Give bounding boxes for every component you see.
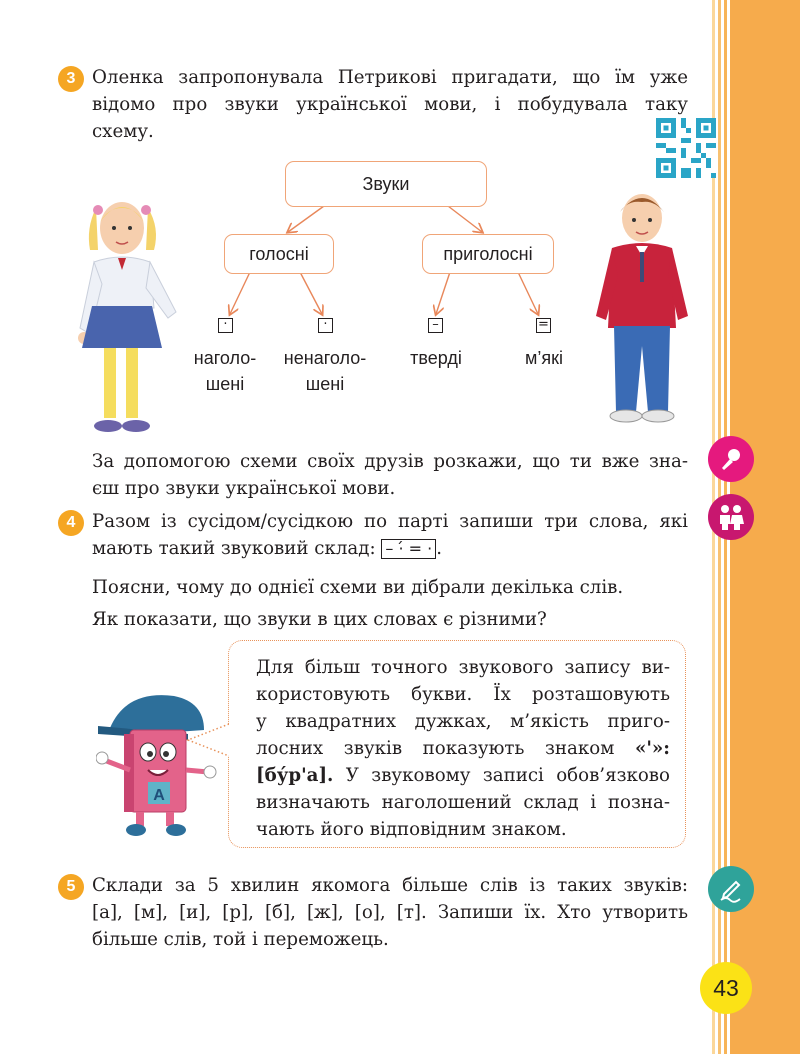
- text-line: користовують букви. Їх розташовують: [256, 684, 670, 705]
- apostrophe-mark: «'»:: [634, 738, 670, 759]
- scheme-vowels: голосні: [224, 234, 334, 274]
- book-mascot-illustration: [96, 690, 220, 840]
- text-line: у квадратних дужках, м’якість приго-: [256, 711, 670, 732]
- task-number-badge: 3: [58, 66, 84, 92]
- sound-scheme-inline: – ·́ = ·: [381, 539, 436, 559]
- scheme-task-text: [92, 448, 688, 502]
- task5-text: [92, 872, 688, 953]
- task-number-badge: 5: [58, 874, 84, 900]
- scheme-label-soft: м’які: [525, 348, 563, 368]
- label-line: шені: [305, 374, 345, 394]
- text-line: Для більш точного звукового запису ви-: [256, 657, 670, 678]
- task4-text: [92, 508, 688, 562]
- text-fragment: лосних звуків показують знаком: [256, 738, 615, 759]
- scheme-root-sounds: Звуки: [285, 161, 487, 207]
- hard-consonant-symbol: –: [428, 318, 443, 333]
- text-line: За допомогою схеми своїх друзів розкажи, що ти вже зна-: [92, 451, 688, 472]
- scheme-consonants: приголосні: [422, 234, 554, 274]
- stressed-vowel-symbol: ·: [218, 318, 233, 333]
- label-line: наголо-: [193, 348, 257, 368]
- task4-question-2: Як показати, що звуки в цих словах є різними?: [92, 609, 547, 630]
- text-line: єш про звуки української мови.: [92, 478, 396, 499]
- mascot-letter: А: [153, 787, 165, 804]
- text-line: Оленка запропонувала Петрикові пригадати, що їм уже: [92, 67, 688, 88]
- text-line: більше слів, той і переможець.: [92, 929, 389, 950]
- text-line: мають такий звуковий склад: – ·́ = · .: [92, 538, 443, 559]
- text-line: відомо про звуки української мови, і побудувала таку: [92, 94, 688, 115]
- text-line: [а], [м], [и], [р], [б], [ж], [о], [т]. Запиши їх. Хто утворить: [92, 902, 688, 923]
- task4-question-1: Поясни, чому до однієї схеми ви дібрали декілька слів.: [92, 577, 624, 598]
- label-line: ненаголо-: [283, 348, 367, 368]
- scheme-label-unstressed: [270, 345, 380, 397]
- transcription-example: [бу́р'а].: [256, 765, 334, 786]
- task-number-badge: 4: [58, 510, 84, 536]
- page-number: 43: [700, 962, 752, 1014]
- text-line: [256, 762, 670, 789]
- text-fragment: У звуковому записі обов’язково: [345, 765, 670, 786]
- text-line: визначають наголошений склад і позна-: [256, 792, 670, 813]
- text-line: [256, 735, 670, 762]
- info-note-text: [256, 654, 670, 843]
- unstressed-vowel-symbol: ·: [318, 318, 333, 333]
- scheme-label-hard: тверді: [410, 348, 462, 368]
- soft-consonant-symbol: =: [536, 318, 551, 333]
- speech-pointer: [186, 720, 232, 760]
- text-line: Разом із сусідом/сусідкою по парті запиши три слова, які: [92, 511, 688, 532]
- text-line: Склади за 5 хвилин якомога більше слів із таких звуків:: [92, 875, 688, 896]
- text-line: схему.: [92, 121, 154, 142]
- text-fragment: мають такий звуковий склад:: [92, 538, 376, 559]
- scheme-label-stressed: [170, 345, 280, 397]
- label-line: шені: [205, 374, 245, 394]
- text-line: чають його відповідним знаком.: [256, 819, 567, 840]
